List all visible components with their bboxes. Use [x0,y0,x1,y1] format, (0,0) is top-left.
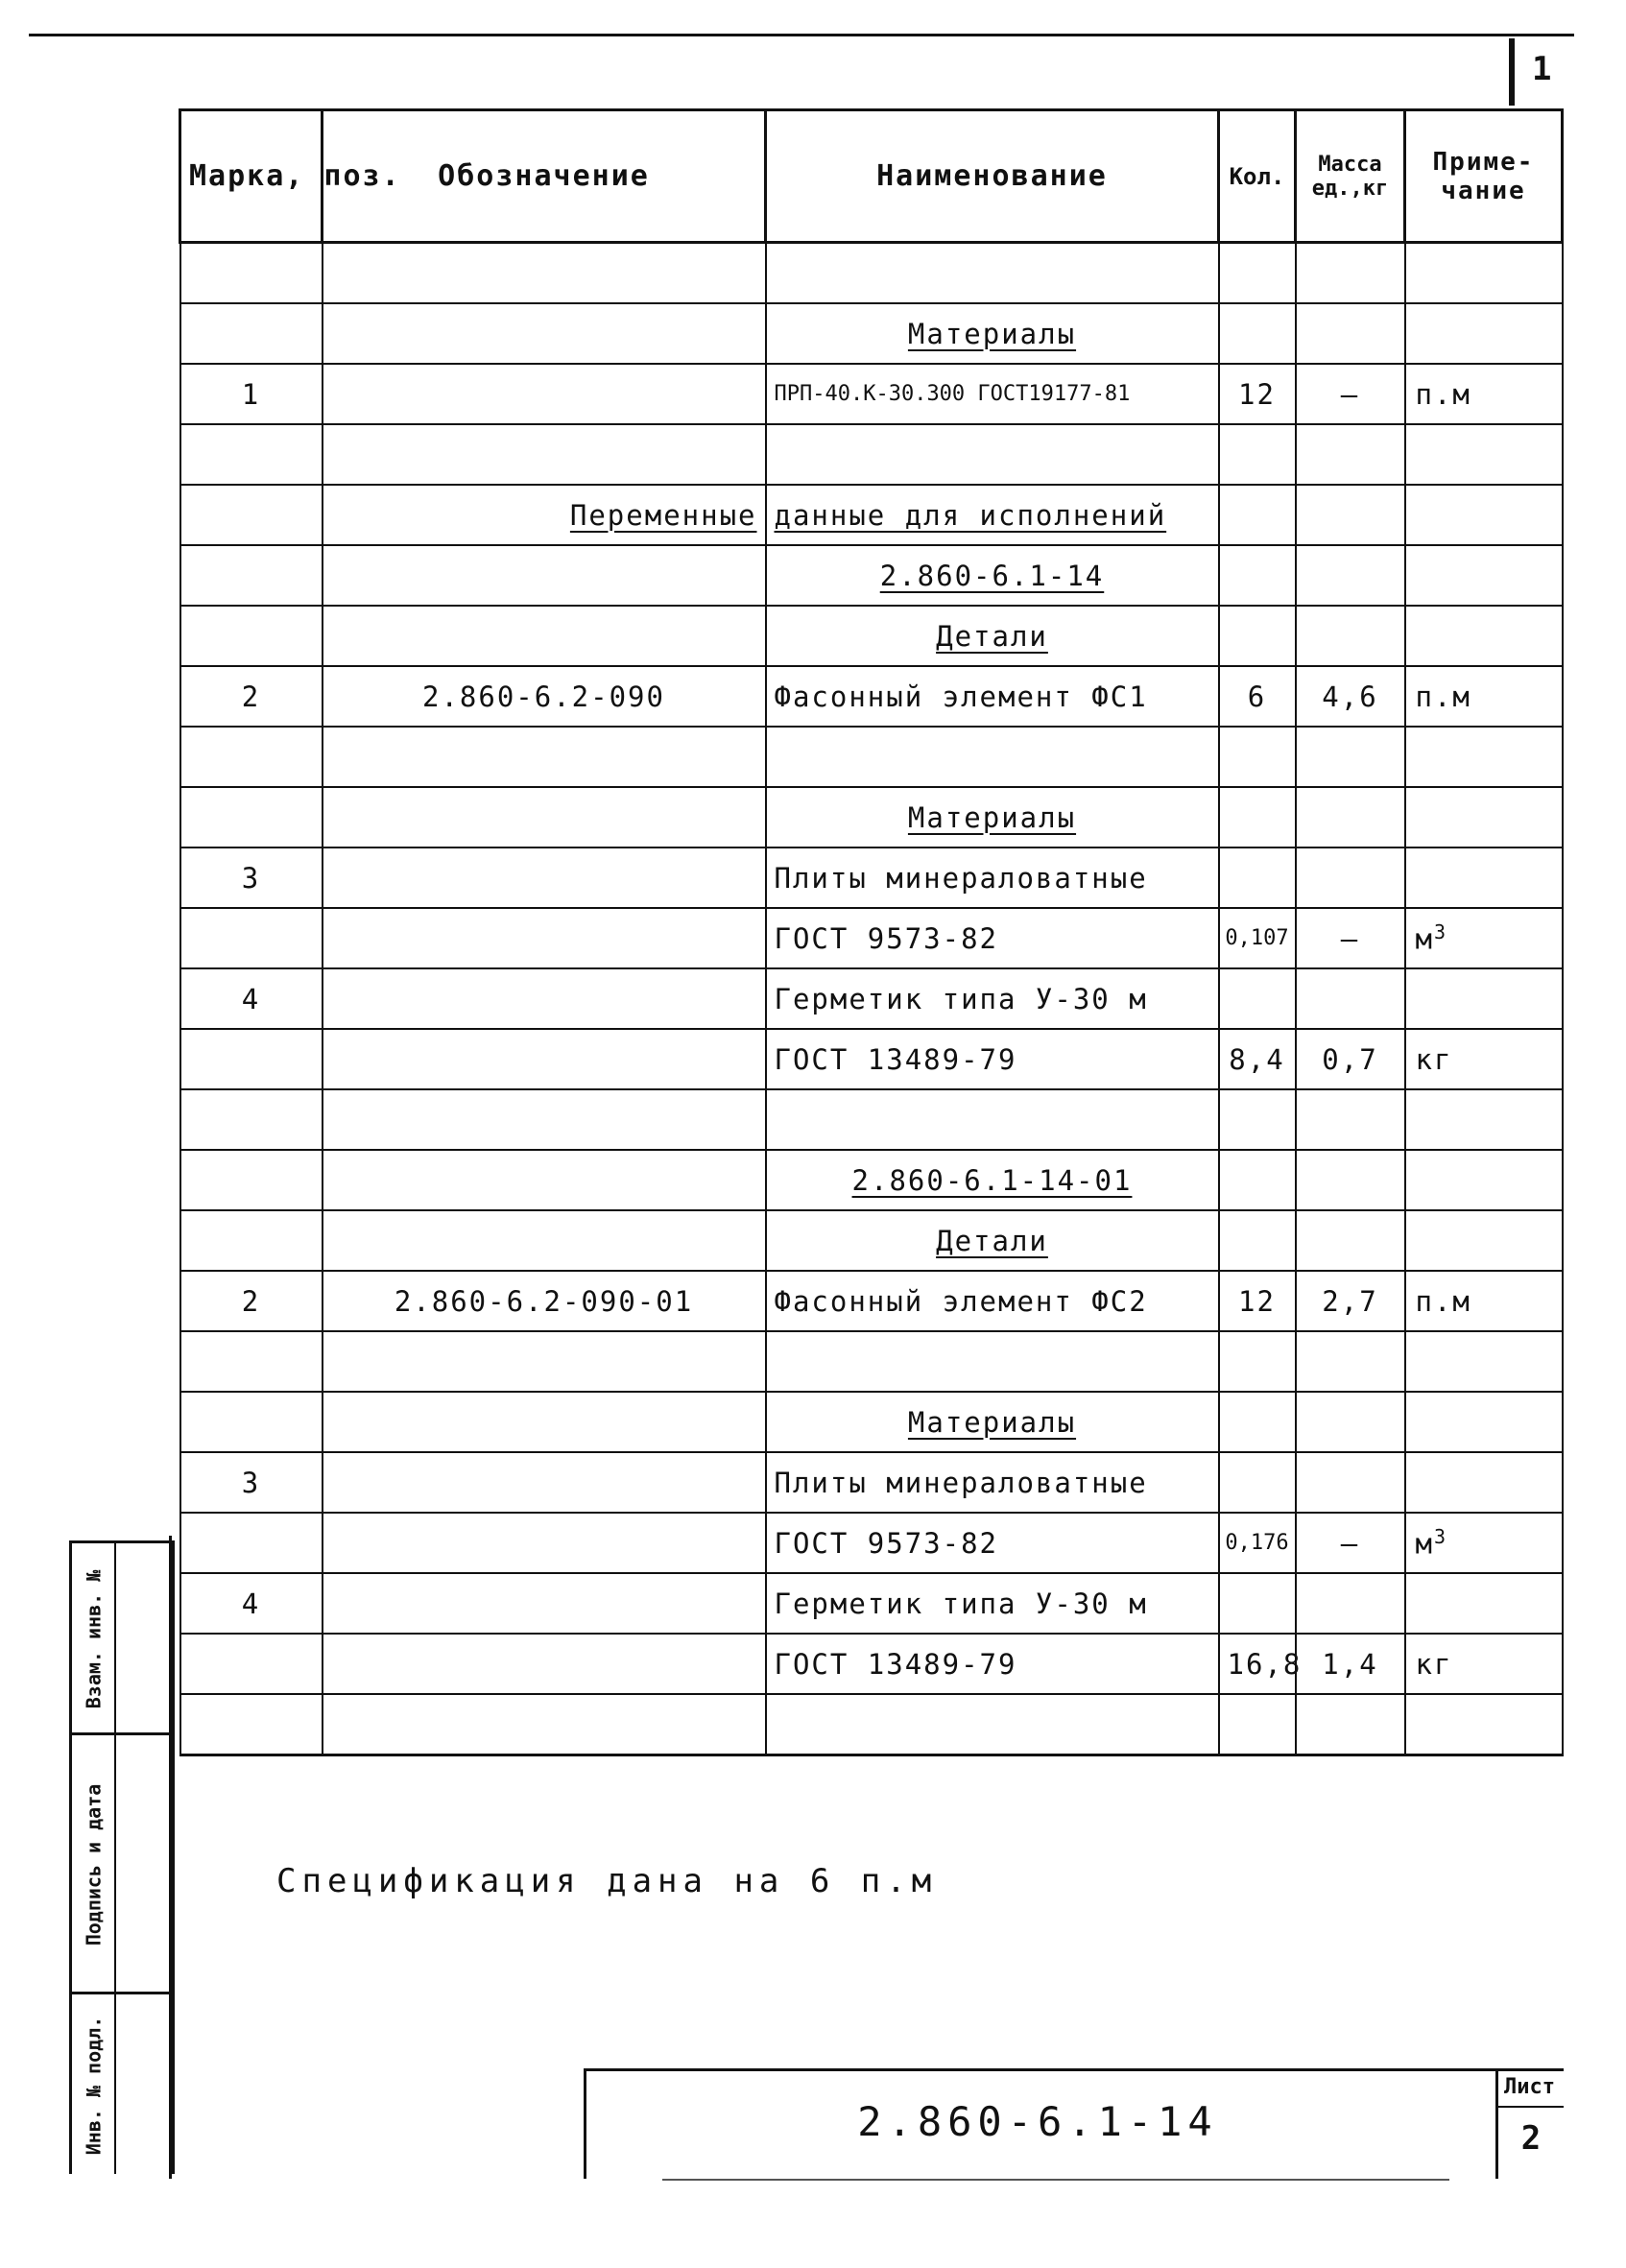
row-name: Фасонный элемент ФС1 [766,666,1219,727]
row-pos: 2 [180,1271,323,1331]
table-row [180,1089,1563,1150]
corner-mark [1509,38,1515,106]
row-pos: 1 [180,364,323,424]
sheet-number: 2 [1520,2119,1542,2158]
table-row [180,1210,1563,1271]
row-note: п.м [1405,666,1563,727]
section-title: Материалы [907,1405,1077,1439]
top-page-number: 1 [1532,50,1552,88]
table-row [180,908,1563,968]
row-name: ГОСТ 9573-82 [766,1513,1219,1573]
header-mass: Масса ед.,кг [1296,110,1405,243]
row-qty: 12 [1219,1271,1296,1331]
row-name: Герметик типа У-30 м [766,1573,1219,1634]
table-row [180,787,1563,848]
section-title: Материалы [907,317,1077,350]
table-row [180,1271,1563,1331]
table-row [180,1029,1563,1089]
specification-table [179,108,1564,1756]
table-row [180,1392,1563,1452]
stamp-sign-label: Подпись и дата [82,1783,106,1946]
table-row [180,424,1563,485]
table-row [180,1573,1563,1634]
row-note: п.м [1405,364,1563,424]
header-qty: Кол. [1219,110,1296,243]
row-qty: 0,107 [1219,908,1296,968]
row-pos: 4 [180,1573,323,1634]
stamp-cell-sign [72,1732,172,1994]
table-header [180,110,1563,243]
table-row [180,1150,1563,1210]
sheet-label: Лист [1504,2075,1555,2099]
table-row [180,1634,1563,1694]
row-mass: 2,7 [1296,1271,1405,1331]
row-qty: 12 [1219,364,1296,424]
row-mass: — [1296,364,1405,424]
row-name: Плиты минераловатные [766,848,1219,908]
side-stamp [69,1540,175,2174]
table-row [180,606,1563,666]
row-mass: — [1296,1513,1405,1573]
variant-code: 2.860-6.1-14 [879,559,1105,592]
sheet-box [1495,2071,1564,2179]
row-mass: 4,6 [1296,666,1405,727]
variable-data-label: Переменные [569,498,757,532]
row-mass: — [1296,908,1405,968]
stamp-cell-replace [72,1540,172,1735]
table-row [180,303,1563,364]
title-block [584,2068,1564,2179]
row-name: ГОСТ 9573-82 [766,908,1219,968]
variant-code: 2.860-6.1-14-01 [851,1163,1133,1197]
stamp-replace-label: Взам. инв. № [82,1569,105,1709]
row-note: кг [1405,1029,1563,1089]
table-row [180,1331,1563,1392]
section-title: Детали [936,1224,1048,1257]
section-title: Материалы [907,800,1077,834]
bottom-line [662,2179,1449,2181]
row-qty: 16,8 [1219,1634,1296,1694]
document-code: 2.860-6.1-14 [857,2098,1218,2145]
row-name: Герметик типа У-30 м [766,968,1219,1029]
table-row [180,243,1563,304]
row-note: п.м [1405,1271,1563,1331]
row-name: Плиты минераловатные [766,1452,1219,1513]
table-row [180,1452,1563,1513]
table-row [180,968,1563,1029]
row-designation: 2.860-6.2-090-01 [323,1271,766,1331]
row-mass: 0,7 [1296,1029,1405,1089]
row-qty: 0,176 [1219,1513,1296,1573]
table-row [180,364,1563,424]
table-row [180,485,1563,545]
row-mass: 1,4 [1296,1634,1405,1694]
row-name: ГОСТ 13489-79 [766,1029,1219,1089]
table-row [180,1513,1563,1573]
row-name: ПРП-40.К-30.300 ГОСТ19177-81 [766,364,1219,424]
row-note: $м^3$ [1405,908,1563,968]
table-row [180,666,1563,727]
section-title: Детали [936,619,1048,653]
header-note: Приме- чание [1405,110,1563,243]
row-note: кг [1405,1634,1563,1694]
row-pos: 3 [180,1452,323,1513]
table-row [180,727,1563,787]
top-border-line [29,34,1574,36]
stamp-inv-label: Инв. № подл. [82,2016,105,2156]
row-pos: 4 [180,968,323,1029]
row-qty: 8,4 [1219,1029,1296,1089]
table-row [180,545,1563,606]
row-name: ГОСТ 13489-79 [766,1634,1219,1694]
row-name: Фасонный элемент ФС2 [766,1271,1219,1331]
header-designation: Обозначение [323,110,766,243]
specification-note: Спецификация дана на 6 п.м [276,1862,938,1900]
row-note: $м^3$ [1405,1513,1563,1573]
row-qty: 6 [1219,666,1296,727]
header-mark: Марка, поз. [180,110,323,243]
variable-data-label-cont: данные для исполнений [774,498,1167,532]
table-row [180,848,1563,908]
row-designation: 2.860-6.2-090 [323,666,766,727]
row-pos: 2 [180,666,323,727]
row-pos: 3 [180,848,323,908]
header-name: Наименование [766,110,1219,243]
table-row [180,1694,1563,1755]
stamp-cell-inv [72,1992,172,2177]
